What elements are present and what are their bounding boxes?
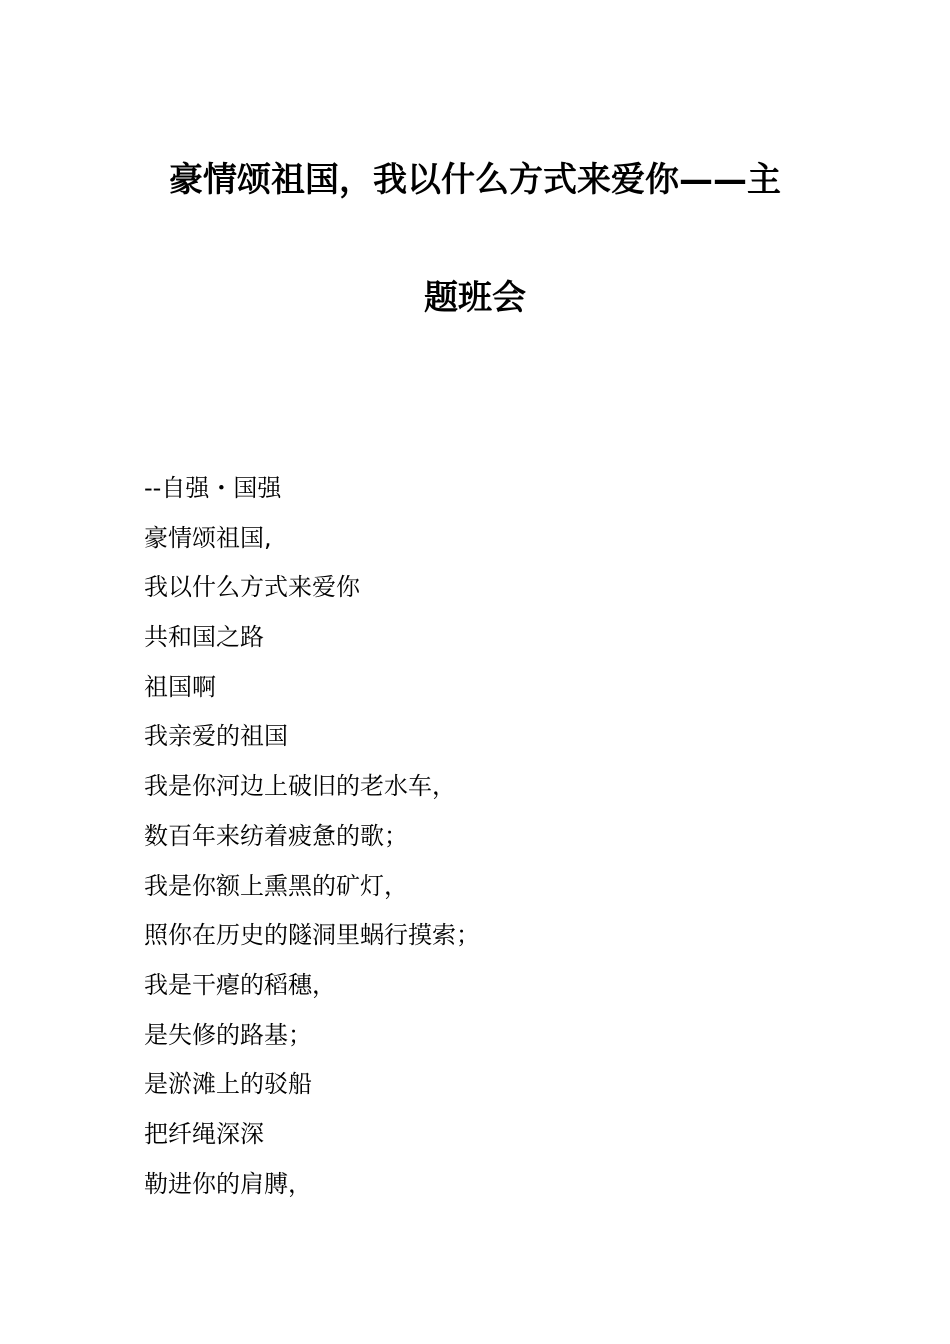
poem-line: 是淤滩上的驳船 — [144, 1070, 312, 1099]
poem-line: 共和国之路 — [144, 623, 264, 652]
poem-line: 祖国啊 — [144, 672, 216, 701]
poem-line: 把纤绳深深 — [144, 1119, 264, 1148]
document-title-line-1: 豪情颂祖国，我以什么方式来爱你——主 — [169, 160, 781, 200]
poem-body — [144, 470, 480, 1215]
poem-line: 我是干瘪的稻穗， — [144, 970, 336, 999]
document-title-line-2: 题班会 — [424, 278, 526, 318]
poem-line: 我是你河边上破旧的老水车， — [144, 772, 456, 801]
poem-line: 豪情颂祖国, — [144, 523, 272, 552]
poem-line: 照你在历史的隧洞里蜗行摸索； — [144, 921, 480, 950]
poem-line: 数百年来纺着疲惫的歌； — [144, 821, 408, 850]
poem-line: 我是你额上熏黑的矿灯， — [144, 871, 408, 900]
poem-line: --自强・国强 — [144, 474, 282, 502]
poem-line: 我以什么方式来爱你 — [144, 573, 360, 602]
poem-line: 我亲爱的祖国 — [144, 722, 288, 751]
poem-line: 是失修的路基； — [144, 1020, 312, 1049]
poem-line: 勒进你的肩膊， — [144, 1169, 312, 1198]
